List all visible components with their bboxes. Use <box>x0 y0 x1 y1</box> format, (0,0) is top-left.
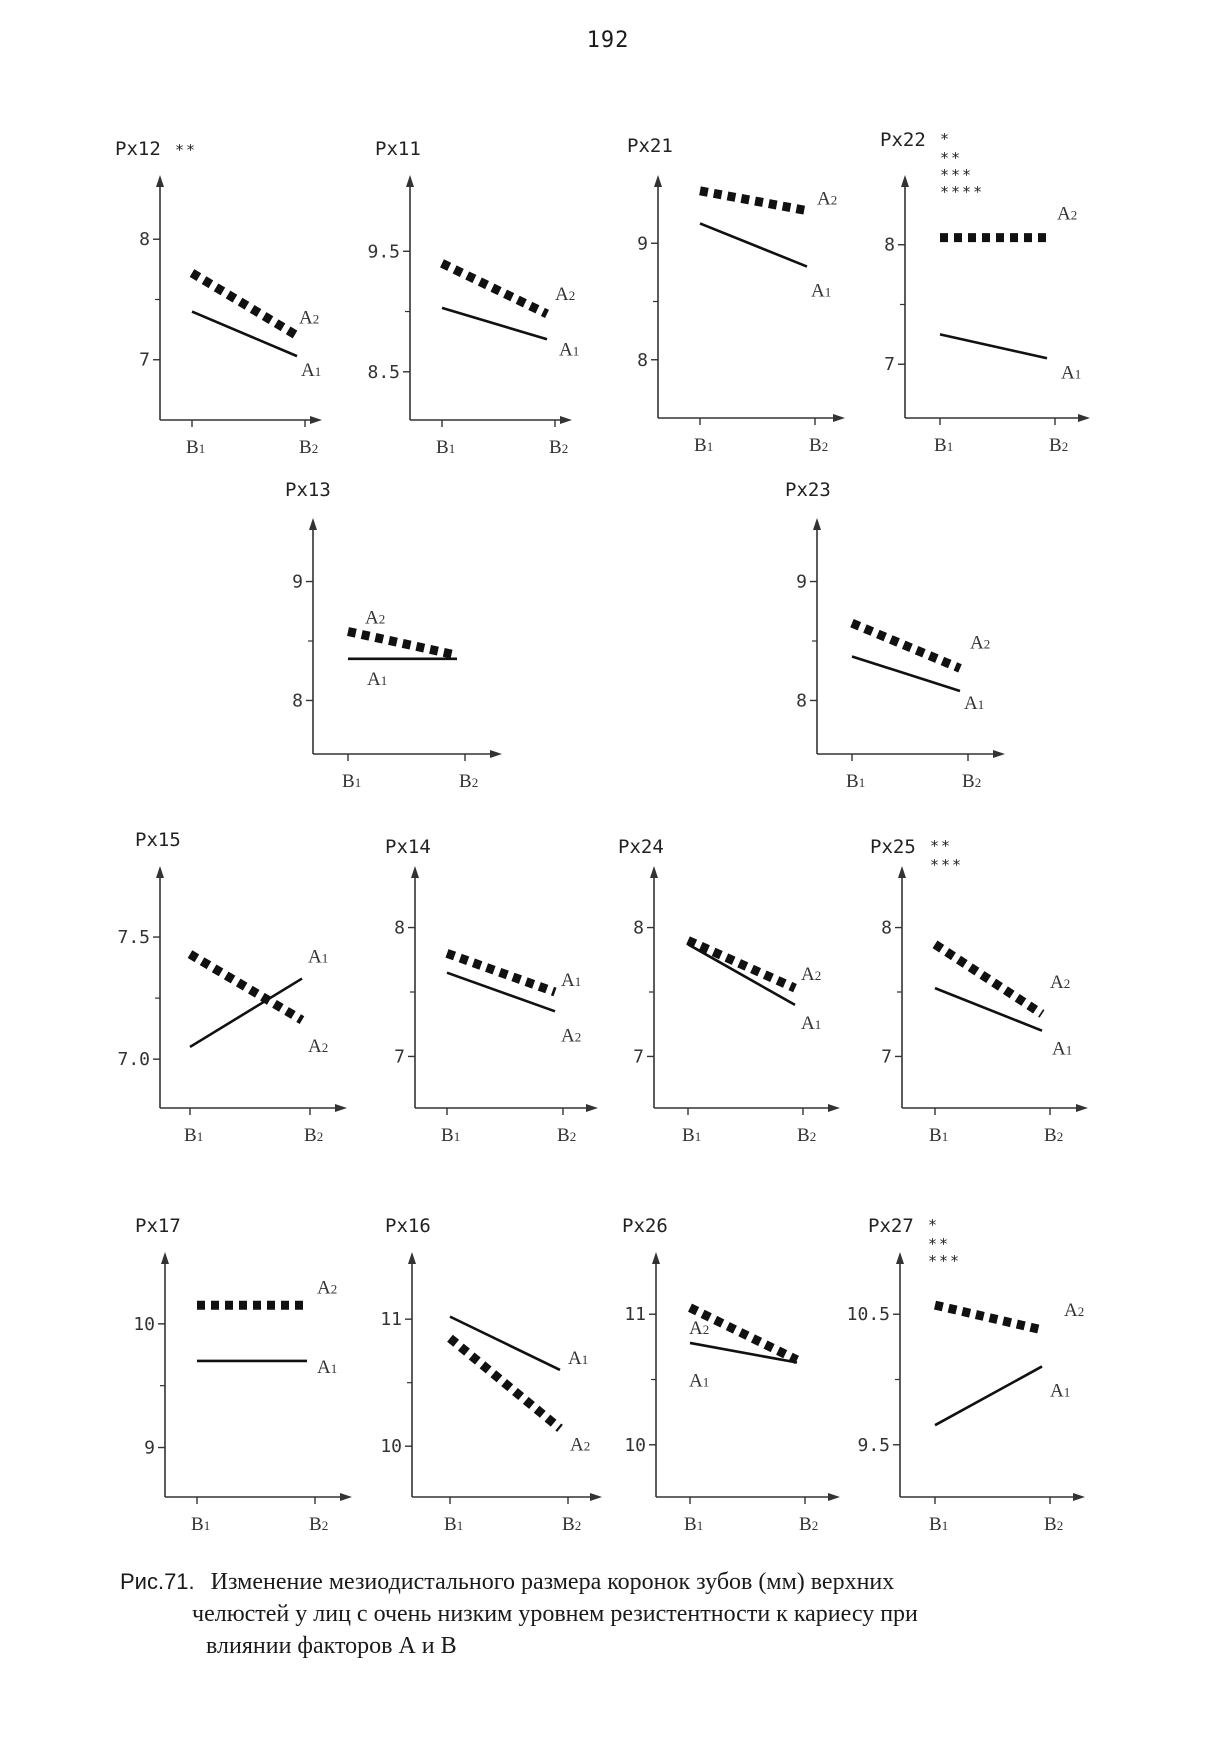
x-axis-arrow <box>586 1104 598 1112</box>
chart-title: Px13 <box>285 479 331 501</box>
series-line-a1 <box>192 312 297 357</box>
y-axis-arrow <box>896 1252 904 1264</box>
series-label: A2 <box>801 964 822 986</box>
chart-title: Px22 <box>880 129 926 151</box>
significance-stars: *** <box>940 166 974 184</box>
series-label: A1 <box>317 1356 338 1378</box>
x-tick-label: B1 <box>444 1514 464 1535</box>
y-tick-label: 8.5 <box>367 361 400 383</box>
series-line-a2 <box>192 273 297 336</box>
chart-px27 <box>847 1215 1085 1535</box>
y-tick-label: 8 <box>637 349 648 371</box>
x-axis-arrow <box>1076 1104 1088 1112</box>
series-label: A2 <box>1050 971 1071 993</box>
chart-px15 <box>117 829 347 1146</box>
y-tick-label: 8 <box>881 917 892 939</box>
significance-stars: *** <box>928 1252 962 1270</box>
series-line-a1 <box>442 308 547 339</box>
y-tick-label: 8 <box>394 917 405 939</box>
series-label: A1 <box>689 1370 710 1392</box>
x-tick-label: B2 <box>1049 435 1069 456</box>
chart-px24 <box>618 836 840 1146</box>
x-tick-label: B2 <box>1044 1514 1064 1535</box>
y-tick-label: 9 <box>144 1437 155 1459</box>
x-tick-label: B2 <box>309 1514 329 1535</box>
significance-stars: ** <box>928 1235 951 1253</box>
x-axis-arrow <box>1073 1493 1085 1501</box>
series-label: A2 <box>570 1434 591 1456</box>
y-tick-label: 9 <box>796 571 807 593</box>
y-axis-arrow <box>309 518 317 530</box>
chart-px23 <box>785 479 1005 792</box>
series-line-a1 <box>447 953 555 992</box>
series-label: A2 <box>317 1277 338 1299</box>
x-tick-label: B1 <box>694 435 714 456</box>
x-tick-label: B1 <box>934 435 954 456</box>
chart-title: Px23 <box>785 479 831 501</box>
series-label: A2 <box>817 188 838 210</box>
y-axis-arrow <box>654 175 662 187</box>
series-label: A1 <box>308 946 329 968</box>
series-label: A2 <box>689 1317 710 1339</box>
y-axis-arrow <box>156 175 164 187</box>
x-tick-label: B2 <box>797 1125 817 1146</box>
x-tick-label: B1 <box>441 1125 461 1146</box>
y-tick-label: 9 <box>292 571 303 593</box>
y-axis-arrow <box>898 866 906 878</box>
chart-px21 <box>627 135 845 456</box>
series-line-a1 <box>688 944 795 1005</box>
series-line-a2 <box>442 263 547 314</box>
x-axis-arrow <box>490 750 502 758</box>
x-tick-label: B2 <box>962 771 982 792</box>
chart-title: Px17 <box>135 1215 181 1237</box>
chart-px13 <box>285 479 502 792</box>
chart-title: Px27 <box>868 1215 914 1237</box>
chart-title: Px26 <box>622 1215 668 1237</box>
series-line-a2 <box>450 1338 560 1428</box>
series-label: A1 <box>559 339 580 361</box>
series-line-a2 <box>935 944 1042 1014</box>
caption-line-1: Изменение мезиодистального размера коронок зубов (мм) верхних <box>210 1569 895 1595</box>
y-axis-arrow <box>650 866 658 878</box>
series-label: A1 <box>964 692 985 714</box>
chart-title: Px16 <box>385 1215 431 1237</box>
x-axis-arrow <box>590 1493 602 1501</box>
series-line-a2 <box>348 631 457 655</box>
significance-stars: **** <box>940 183 985 201</box>
caption-line-2: челюстей у лиц с очень низким уровнем резистентности к кариесу при <box>192 1601 918 1627</box>
chart-title: Px15 <box>135 829 181 851</box>
series-line-a2 <box>447 973 555 1012</box>
x-axis-arrow <box>340 1493 352 1501</box>
chart-title: Px12 <box>115 138 161 160</box>
x-tick-label: B1 <box>191 1514 211 1535</box>
y-tick-label: 11 <box>624 1304 646 1326</box>
caption-label: Рис.71. <box>120 1569 195 1594</box>
chart-px26 <box>622 1215 840 1535</box>
y-tick-label: 7 <box>884 354 895 376</box>
y-axis-arrow <box>406 175 414 187</box>
x-axis-arrow <box>310 416 322 424</box>
y-axis-arrow <box>411 866 419 878</box>
significance-stars: ** <box>175 141 198 159</box>
y-tick-label: 9.5 <box>857 1434 890 1456</box>
chart-px16 <box>380 1215 602 1535</box>
series-line-a1 <box>935 1366 1042 1425</box>
y-tick-label: 9 <box>637 233 648 255</box>
y-axis-arrow <box>813 518 821 530</box>
y-axis-arrow <box>156 866 164 878</box>
chart-title: Px24 <box>618 836 664 858</box>
x-tick-label: B2 <box>799 1514 819 1535</box>
series-label: A2 <box>1057 203 1078 225</box>
series-label: A1 <box>367 668 388 690</box>
y-tick-label: 8 <box>292 690 303 712</box>
series-line-a2 <box>190 954 302 1020</box>
series-label: A1 <box>1061 362 1082 384</box>
x-axis-arrow <box>833 414 845 422</box>
significance-stars: ** <box>930 837 953 855</box>
y-tick-label: 8 <box>796 690 807 712</box>
x-tick-label: B2 <box>299 437 319 458</box>
series-line-a1 <box>940 334 1047 358</box>
chart-title: Px21 <box>627 135 673 157</box>
series-label: A2 <box>365 607 386 629</box>
series-line-a2 <box>935 1305 1042 1330</box>
x-axis-arrow <box>828 1493 840 1501</box>
series-label: A2 <box>561 1025 582 1047</box>
y-tick-label: 7 <box>633 1046 644 1068</box>
series-label: A1 <box>1052 1038 1073 1060</box>
series-line-a1 <box>935 988 1042 1031</box>
x-tick-label: B1 <box>684 1514 704 1535</box>
series-label: A1 <box>561 970 582 991</box>
y-tick-label: 10 <box>133 1313 155 1335</box>
series-label: A1 <box>1050 1380 1071 1402</box>
y-tick-label: 9.5 <box>367 241 400 263</box>
x-axis-arrow <box>1078 414 1090 422</box>
x-tick-label: B1 <box>929 1514 949 1535</box>
x-tick-label: B2 <box>562 1514 582 1535</box>
figure-caption <box>120 1566 1120 1662</box>
chart-px22 <box>880 129 1090 456</box>
series-label: A2 <box>1064 1299 1085 1321</box>
x-tick-label: B2 <box>304 1125 324 1146</box>
x-tick-label: B1 <box>186 437 206 458</box>
y-axis-arrow <box>652 1252 660 1264</box>
y-tick-label: 10 <box>624 1434 646 1456</box>
x-tick-label: B2 <box>459 771 479 792</box>
y-axis-arrow <box>161 1252 169 1264</box>
significance-stars: * <box>928 1216 940 1234</box>
x-tick-label: B1 <box>929 1125 949 1146</box>
series-line-a1 <box>700 223 807 266</box>
x-tick-label: B2 <box>557 1125 577 1146</box>
chart-px17 <box>133 1215 352 1535</box>
y-tick-label: 7.5 <box>117 927 150 949</box>
series-line-a2 <box>688 940 795 988</box>
chart-px11 <box>367 138 579 458</box>
series-label: A2 <box>299 307 320 329</box>
y-axis-arrow <box>901 175 909 187</box>
chart-px12 <box>115 138 322 458</box>
series-line-a1 <box>450 1317 560 1370</box>
page-number: 192 <box>586 28 630 53</box>
series-line-a1 <box>190 979 302 1047</box>
series-label: A2 <box>970 632 991 654</box>
series-label: A1 <box>568 1347 589 1369</box>
y-tick-label: 11 <box>380 1309 402 1331</box>
series-line-a2 <box>700 191 807 211</box>
y-tick-label: 8 <box>139 229 150 251</box>
caption-line-3: влиянии факторов А и В <box>206 1633 457 1659</box>
x-axis-arrow <box>993 750 1005 758</box>
x-tick-label: B1 <box>342 771 362 792</box>
chart-title: Px14 <box>385 836 431 858</box>
x-axis-arrow <box>560 416 572 424</box>
y-tick-label: 8 <box>884 234 895 256</box>
y-tick-label: 10.5 <box>846 1304 890 1326</box>
series-label: A1 <box>801 1012 822 1034</box>
series-label: A1 <box>301 360 322 382</box>
x-axis-arrow <box>335 1104 347 1112</box>
x-tick-label: B2 <box>1044 1125 1064 1146</box>
series-label: A2 <box>555 283 576 305</box>
chart-px14 <box>385 836 598 1146</box>
y-axis-arrow <box>408 1252 416 1264</box>
y-tick-label: 7 <box>139 349 150 371</box>
significance-stars: * <box>940 130 952 148</box>
x-tick-label: B1 <box>436 437 456 458</box>
x-tick-label: B2 <box>549 437 569 458</box>
y-tick-label: 10 <box>380 1436 402 1458</box>
chart-title: Px11 <box>375 138 421 160</box>
y-tick-label: 7.0 <box>117 1049 150 1071</box>
x-tick-label: B1 <box>184 1125 204 1146</box>
y-tick-label: 8 <box>633 917 644 939</box>
significance-stars: ** <box>940 149 963 167</box>
chart-px25 <box>870 836 1088 1146</box>
x-axis-arrow <box>828 1104 840 1112</box>
series-label: A2 <box>308 1036 329 1058</box>
x-tick-label: B1 <box>682 1125 702 1146</box>
x-tick-label: B1 <box>846 771 866 792</box>
chart-title: Px25 <box>870 836 916 858</box>
x-tick-label: B2 <box>809 435 829 456</box>
series-label: A1 <box>811 280 832 302</box>
significance-stars: *** <box>930 856 964 874</box>
y-tick-label: 7 <box>881 1046 892 1068</box>
y-tick-label: 7 <box>394 1046 405 1068</box>
